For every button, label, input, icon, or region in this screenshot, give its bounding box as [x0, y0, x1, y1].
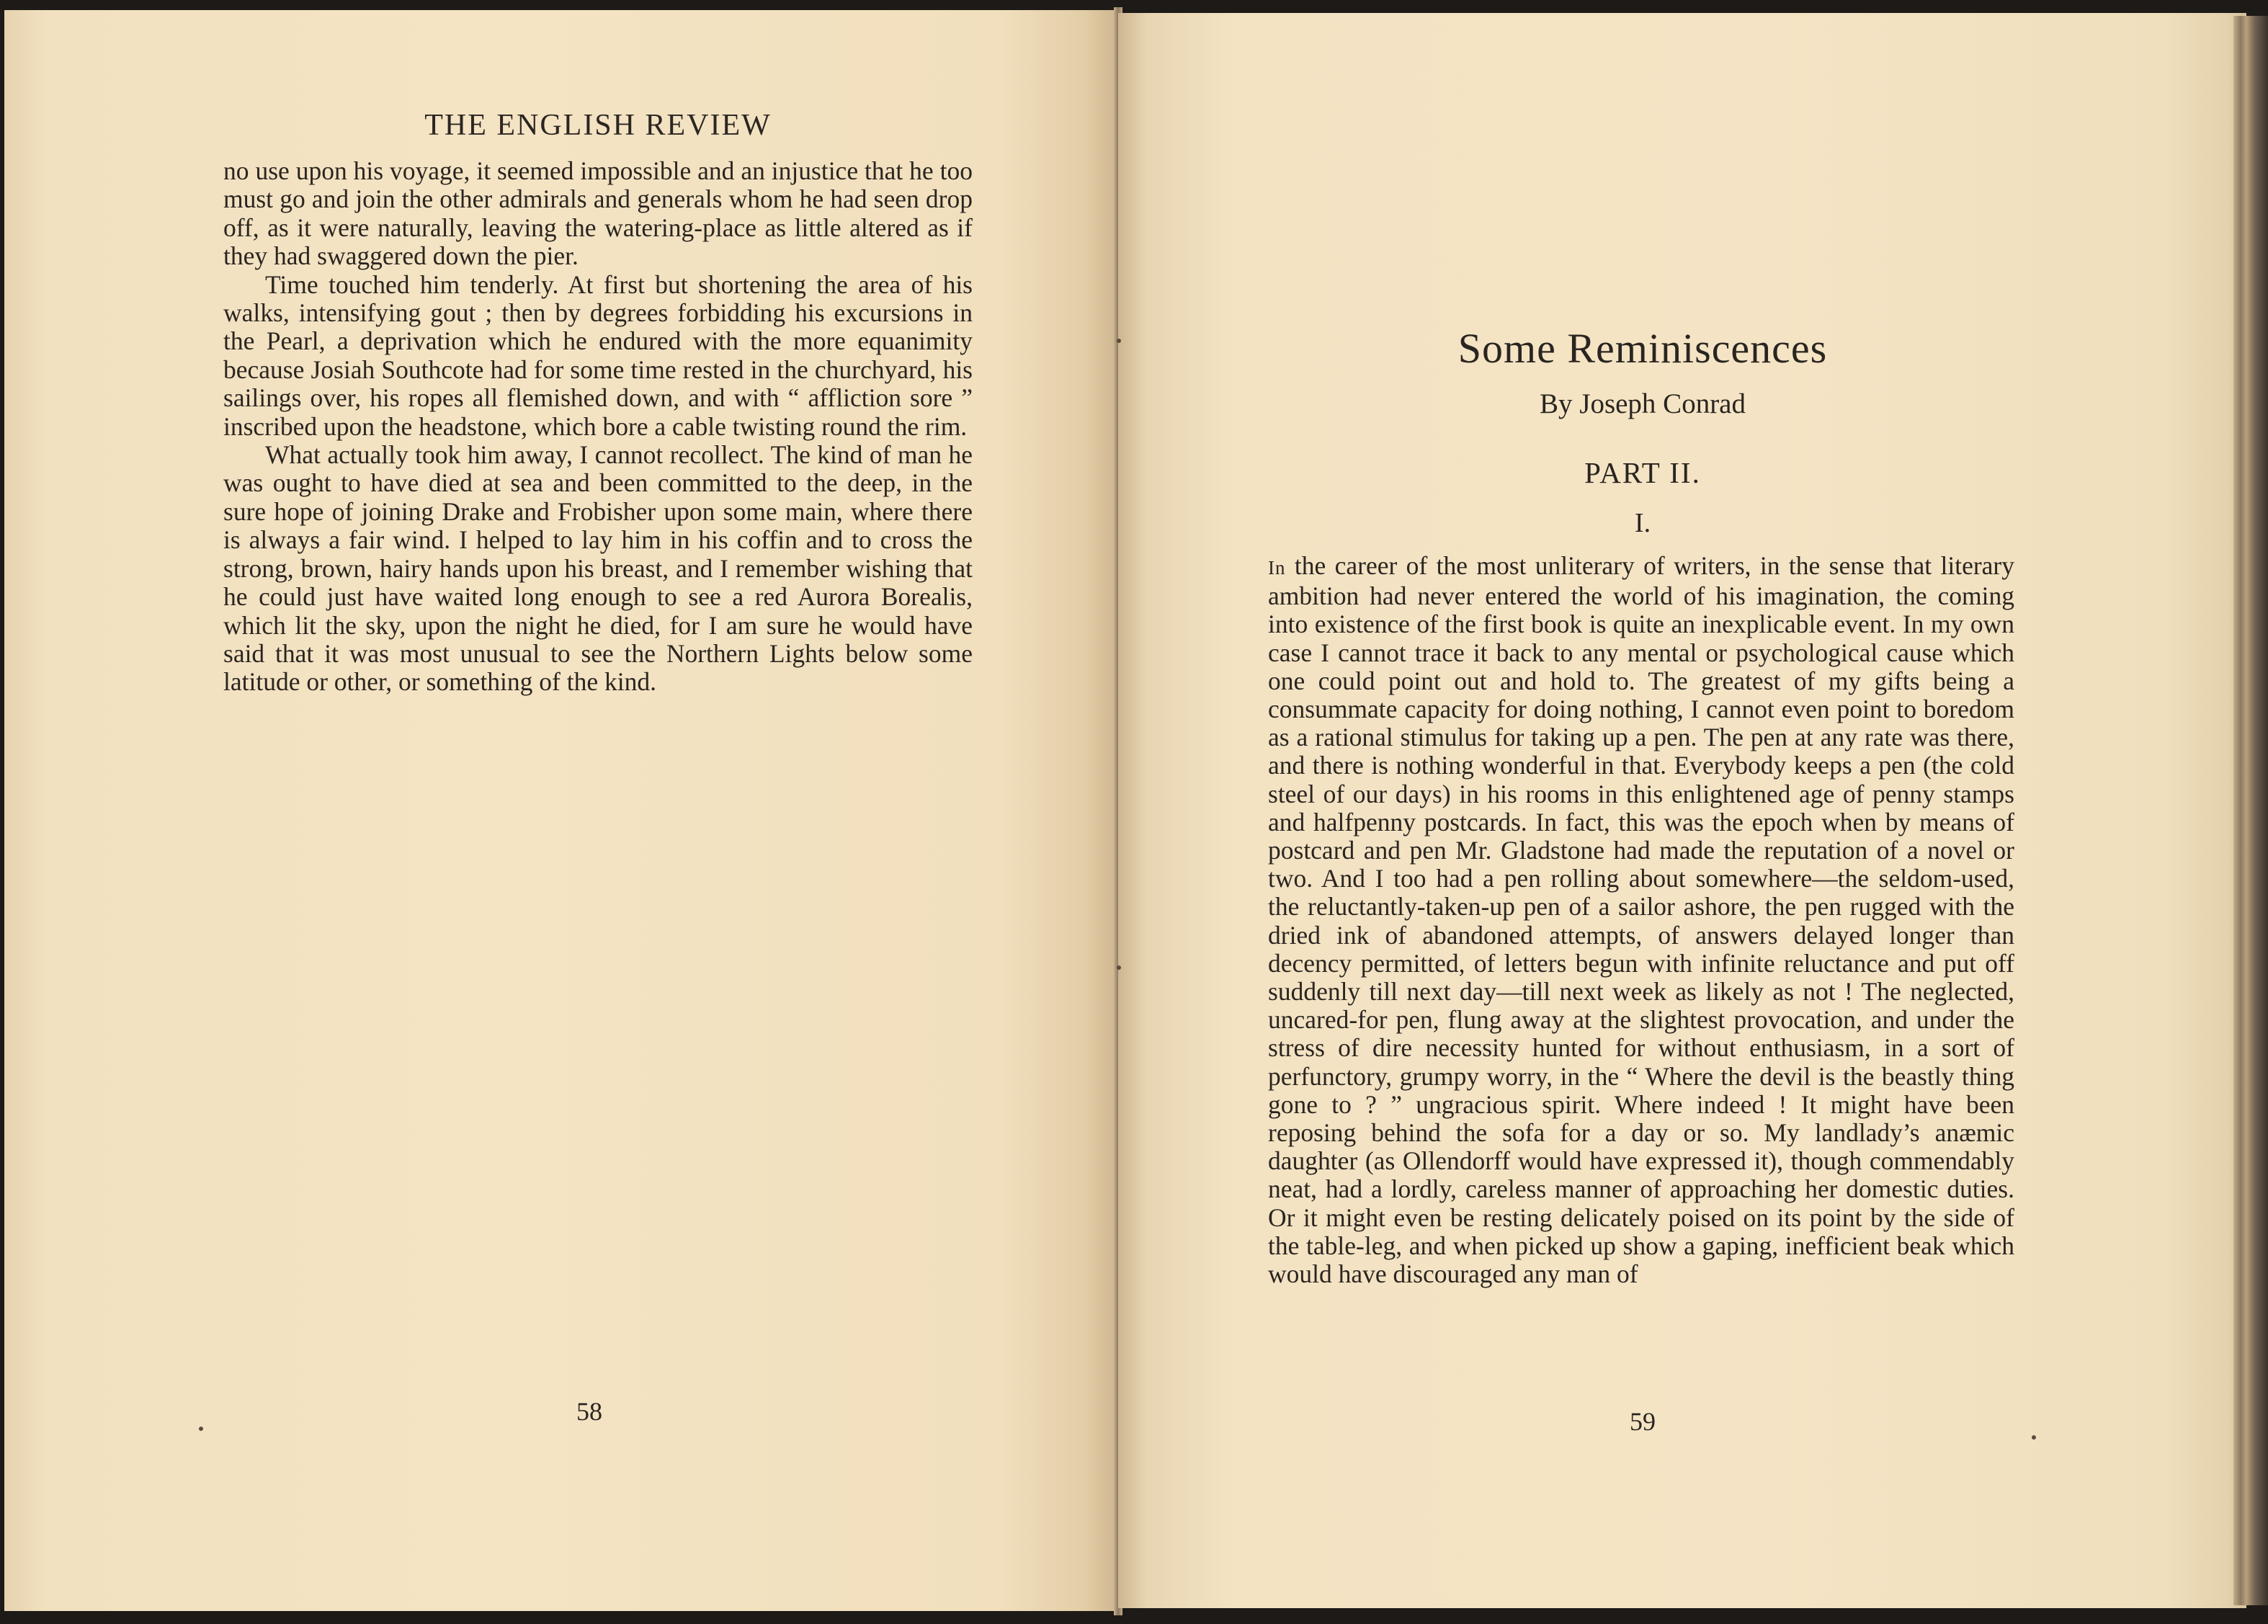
page-edges	[2233, 16, 2268, 1605]
section-number: I.	[1634, 508, 1651, 538]
running-head: THE ENGLISH REVIEW	[424, 109, 772, 142]
byline: By Joseph Conrad	[1540, 388, 1746, 419]
article-title: Some Reminiscences	[1457, 325, 1828, 372]
paragraph-text: the career of the most unliterary of writers, in the sense that literary ambition had never entered the world of his imagination, the coming into existence of the first book is quite an inexplicable event. In my own case I cannot trace it back to any mental or psychological cause which one could point out and hold to. The greatest of my gifts being a consummate capacity for doing nothing, I cannot even point to boredom as a rational stimulus for taking up a pen. The pen at any rate was there, and there is nothing wonderful in that. Everybody keeps a pen (the cold steel of our days) in his rooms in this enlightened age of penny stamps and halfpenny postcards. In fact, this was the epoch when by means of postcard and pen Mr. Gladstone had made the reputation of a novel or two. And I too had a pen rolling about somewhere—the seldom-used, the reluctantly-taken-up pen of a sailor ashore, the pen rugged with the dried ink of abandoned attempts, of answers delayed longer than decency permitted, of letters begun with infinite reluctance and put off suddenly till next day—till next week as likely as not ! The neglected, uncared-for pen, flung away at the slightest provocation, and under the stress of dire necessity hunted for without enthusiasm, in a sort of perfunctory, grumpy worry, in the “ Where the devil is the beastly thing gone to ? ” ungracious spirit. Where indeed ! It might have been reposing behind the sofa for a day or so. My landlady’s anæmic daughter (as Ollendorff would have expressed it), though commendably neat, had a lordly, careless manner of approaching her domestic duties. Or it might even be resting delicately poised on its point by the side of the table-leg, and when picked up show a gaping, inefficient beak which would have discouraged any man of	[1268, 551, 2014, 1289]
paper-speck	[1117, 339, 1121, 343]
paper-speck	[1117, 965, 1121, 970]
paragraph: no use upon his voyage, it seemed impossible and an injustice that he too must go and join the other admirals and generals whom he had seen drop off, as it were naturally, leaving the watering-place as little altered as if they had swaggered down the pier.	[223, 156, 973, 271]
opening-word: In	[1268, 557, 1286, 579]
right-page-body	[1268, 552, 2014, 1288]
part-heading: PART II.	[1584, 456, 1701, 489]
paper-speck	[199, 1427, 203, 1431]
page-number-right: 59	[1630, 1407, 1656, 1436]
page-number-left: 58	[576, 1397, 602, 1426]
paragraph	[1268, 552, 2014, 1288]
paragraph: What actually took him away, I cannot recollect. The kind of man he was ought to have died at sea and been committed to the deep, in the sure hope of joining Drake and Frobisher upon some main, where there is always a fair wind. I helped to lay him in his coffin and to cross the strong, brown, hairy hands upon his breast, and I remember wishing that he could just have waited long enough to see a red Aurora Borealis, which lit the sky, upon the night he died, for I am sure he would have said that it was most unusual to see the Northern Lights below some latitude or other, or something of the kind.	[223, 440, 973, 697]
paper-speck	[2032, 1435, 2036, 1440]
paragraph: Time touched him tenderly. At first but shortening the area of his walks, intensifying gout ; then by degrees forbidding his excursions in the Pearl, a deprivation which he endured with the more equanimity because Josiah Southcote had for some time rested in the churchyard, his sailings over, his ropes all flemished down, and with “ affliction sore ” inscribed upon the headstone, which bore a cable twisting round the rim.	[223, 269, 973, 441]
left-page-body	[223, 157, 973, 697]
